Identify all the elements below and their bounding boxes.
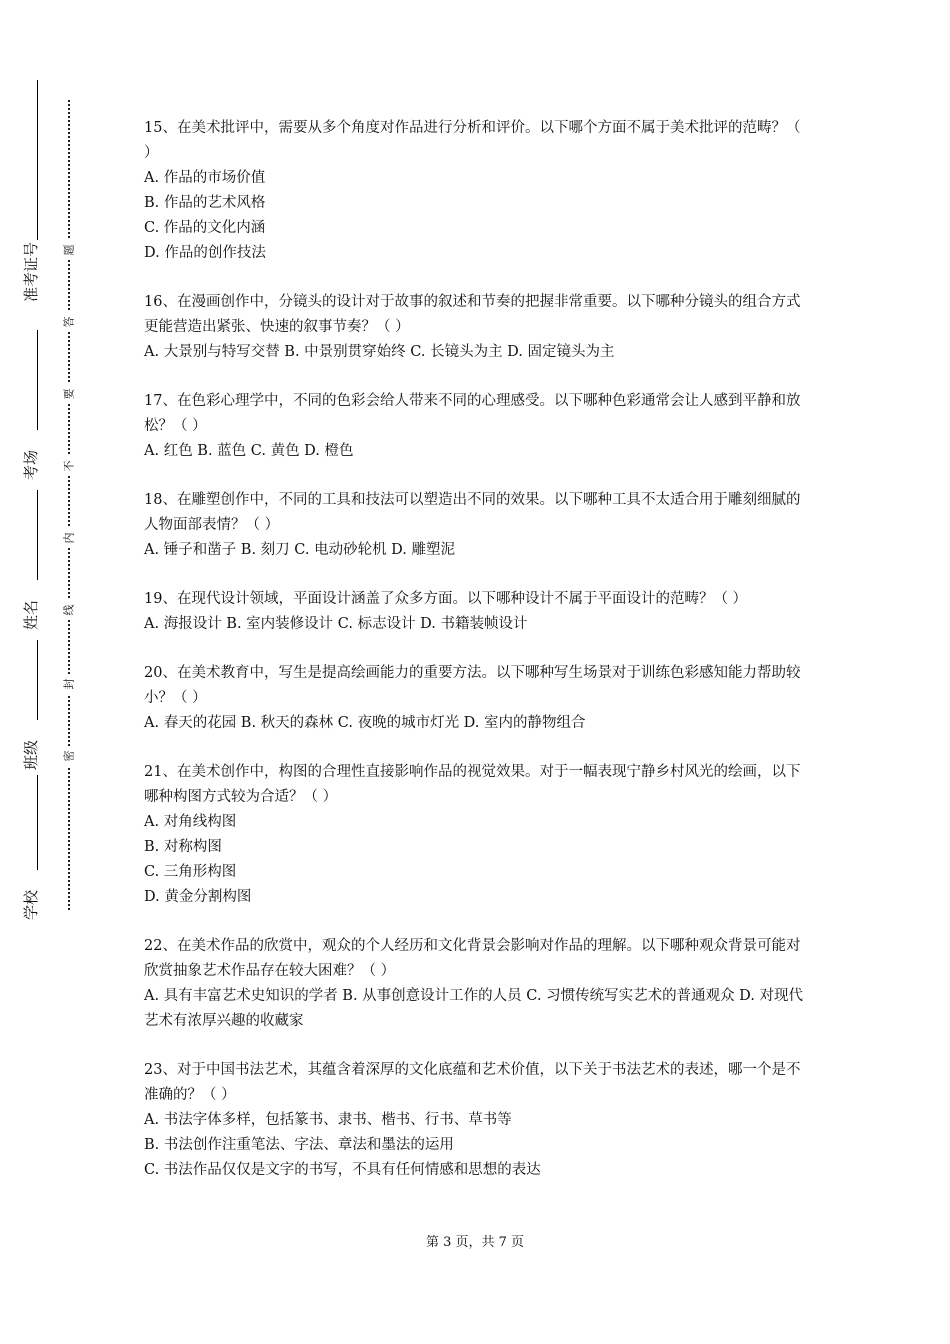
option: D. 黄金分割构图 <box>144 889 252 905</box>
question-stem: 23、对于中国书法艺术，其蕴含着深厚的文化底蕴和艺术价值，以下关于书法艺术的表述，哪一个是不准确的？（ ） <box>144 1062 801 1103</box>
option: A. 书法字体多样，包括篆书、隶书、楷书、行书、草书等 <box>144 1112 512 1128</box>
option: B. 书法创作注重笔法、字法、章法和墨法的运用 <box>144 1137 454 1153</box>
seal-char: 要 <box>59 384 79 404</box>
student-info-column <box>0 80 60 940</box>
question-list <box>144 116 810 1207</box>
question-20 <box>144 661 810 736</box>
blank-line <box>37 80 38 240</box>
question-23 <box>144 1058 810 1183</box>
question-stem: 18、在雕塑创作中，不同的工具和技法可以塑造出不同的效果。以下哪种工具不太适合用于雕刻细腻的人物面部表情？（ ） <box>144 492 801 533</box>
question-stem: 16、在漫画创作中，分镜头的设计对于故事的叙述和节奏的把握非常重要。以下哪种分镜头的组合方式更能营造出紧张、快速的叙事节奏？（ ） <box>144 294 801 335</box>
options-line: A. 海报设计 B. 室内装修设计 C. 标志设计 D. 书籍装帧设计 <box>144 616 528 632</box>
option: C. 三角形构图 <box>144 864 237 880</box>
exam-room-label: 考场 <box>22 450 40 481</box>
page-number: 第 3 页，共 7 页 <box>425 1235 525 1250</box>
question-stem: 19、在现代设计领域，平面设计涵盖了众多方面。以下哪种设计不属于平面设计的范畴？（ ） <box>144 591 748 607</box>
dotted-line <box>68 100 70 910</box>
option: D. 作品的创作技法 <box>144 245 266 261</box>
seal-char: 内 <box>59 528 79 548</box>
question-stem: 20、在美术教育中，写生是提高绘画能力的重要方法。以下哪种写生场景对于训练色彩感知能力帮助较小？（ ） <box>144 665 801 706</box>
options-line: A. 红色 B. 蓝色 C. 黄色 D. 橙色 <box>144 443 354 459</box>
question-19 <box>144 587 810 637</box>
seal-char: 不 <box>59 456 79 476</box>
seal-line <box>58 100 80 910</box>
blank-line <box>37 775 38 870</box>
seal-char: 答 <box>59 312 79 332</box>
question-15 <box>144 116 810 266</box>
option: B. 作品的艺术风格 <box>144 195 266 211</box>
seal-char: 封 <box>59 674 79 694</box>
seal-char: 线 <box>59 600 79 620</box>
class-label: 班级 <box>22 740 40 771</box>
question-stem: 21、在美术创作中，构图的合理性直接影响作品的视觉效果。对于一幅表现宁静乡村风光的绘画，以下哪种构图方式较为合适？（ ） <box>144 764 801 805</box>
question-22 <box>144 934 810 1034</box>
options-line: A. 具有丰富艺术史知识的学者 B. 从事创意设计工作的人员 C. 习惯传统写实艺术的普通观众 D. 对现代艺术有浓厚兴趣的收藏家 <box>144 988 804 1029</box>
question-21 <box>144 760 810 910</box>
options-line: A. 大景别与特写交替 B. 中景别贯穿始终 C. 长镜头为主 D. 固定镜头为主 <box>144 344 615 360</box>
blank-line <box>37 330 38 430</box>
question-17 <box>144 389 810 464</box>
question-18 <box>144 488 810 563</box>
question-stem: 17、在色彩心理学中，不同的色彩会给人带来不同的心理感受。以下哪种色彩通常会让人感到平静和放松？（ ） <box>144 393 801 434</box>
option: C. 书法作品仅仅是文字的书写，不具有任何情感和思想的表达 <box>144 1162 541 1178</box>
option: A. 作品的市场价值 <box>144 170 266 186</box>
options-line: A. 锤子和凿子 B. 刻刀 C. 电动砂轮机 D. 雕塑泥 <box>144 542 456 558</box>
name-label: 姓名 <box>22 600 40 631</box>
exam-id-label: 准考证号 <box>22 241 40 302</box>
options-line: A. 春天的花园 B. 秋天的森林 C. 夜晚的城市灯光 D. 室内的静物组合 <box>144 715 586 731</box>
seal-char: 密 <box>59 746 79 766</box>
option: C. 作品的文化内涵 <box>144 220 266 236</box>
seal-char: 题 <box>59 240 79 260</box>
option: B. 对称构图 <box>144 839 222 855</box>
question-stem: 22、在美术作品的欣赏中，观众的个人经历和文化背景会影响对作品的理解。以下哪种观众背景可能对欣赏抽象艺术作品存在较大困难？（ ） <box>144 938 801 979</box>
option: A. 对角线构图 <box>144 814 237 830</box>
blank-line <box>37 640 38 720</box>
blank-line <box>37 490 38 580</box>
question-stem: 15、在美术批评中，需要从多个角度对作品进行分析和评价。以下哪个方面不属于美术批评的范畴？（ ） <box>144 120 801 161</box>
school-label: 学校 <box>22 890 40 921</box>
question-16 <box>144 290 810 365</box>
